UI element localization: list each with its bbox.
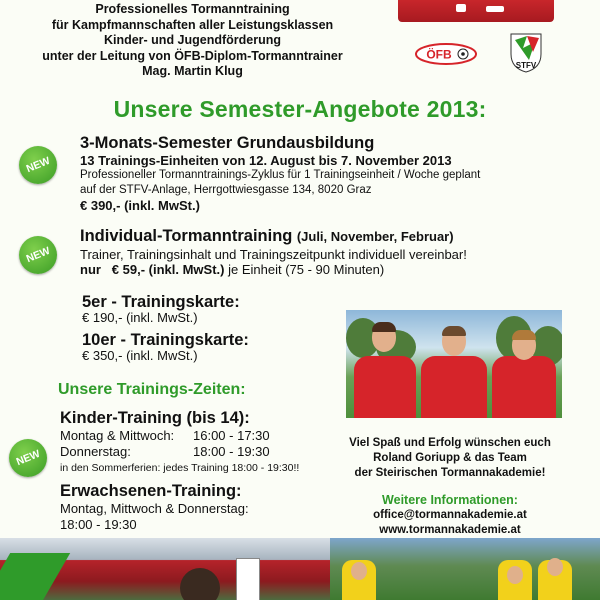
bottom-photo-stadium <box>0 538 330 600</box>
times-heading: Unsere Trainings-Zeiten: <box>58 381 246 398</box>
closing-text <box>330 436 570 538</box>
contact-website[interactable]: www.tormannakademie.at <box>379 524 521 536</box>
offer-title: Individual-Tormanntraining <box>80 227 293 245</box>
team-photo <box>346 310 562 418</box>
intro-text <box>0 2 385 80</box>
jersey-logo-icon <box>456 4 466 12</box>
contact-email[interactable]: office@tormannakademie.at <box>373 509 527 521</box>
page-title: Unsere Semester-Angebote 2013: <box>113 96 487 122</box>
stfv-logo-text: STFV <box>515 61 537 70</box>
stfv-logo <box>505 28 547 74</box>
card-title: 10er - Trainingskarte: <box>82 331 249 349</box>
header-photo <box>398 0 554 22</box>
closing-line: Roland Goriupp & das Team <box>373 452 527 464</box>
intro-line: Kinder- und Jugendförderung <box>103 33 282 47</box>
new-badge-label: NEW <box>14 447 42 469</box>
offer-price: € 59,- (inkl. MwSt.) <box>111 262 225 277</box>
offer-individual <box>80 226 595 277</box>
card-price: € 190,- (inkl. MwSt.) <box>82 310 198 325</box>
offer-subtitle: 13 Trainings-Einheiten von 12. August bis 7. November 2013 <box>80 153 452 168</box>
schedule-time: 18:00 - 19:30 <box>60 517 137 532</box>
schedule-day: Donnerstag: <box>60 443 131 459</box>
card-title: 5er - Trainingskarte: <box>82 293 240 311</box>
new-badge-label: NEW <box>24 244 52 266</box>
intro-line: Mag. Martin Klug <box>142 64 243 78</box>
new-badge-label: NEW <box>24 154 52 176</box>
training-cards <box>82 294 332 364</box>
adults-training-title: Erwachsenen-Training: <box>60 482 242 500</box>
new-badge <box>19 146 57 184</box>
oefb-logo <box>415 43 477 65</box>
offer-location: auf der STFV-Anlage, Herrgottwiesgasse 134, 8020 Graz <box>80 184 372 196</box>
closing-line: der Steirischen Tormannakademie! <box>354 467 546 479</box>
schedule-time: 18:00 - 19:30 <box>193 443 270 459</box>
intro-line: Professionelles Tormanntraining <box>95 2 290 16</box>
new-badge <box>9 439 47 477</box>
offer-description: Trainer, Trainingsinhalt und Trainingszeitpunkt individuell vereinbar! <box>80 247 467 262</box>
intro-line: unter der Leitung von ÖFB-Diplom-Tormanntrainer <box>42 48 343 63</box>
schedule-day: Montag & Mittwoch: <box>60 428 175 443</box>
offer-title-note: (Juli, November, Februar) <box>296 229 454 244</box>
adults-training <box>60 481 330 533</box>
price-prefix: nur <box>80 262 101 277</box>
info-heading: Weitere Informationen: <box>382 493 518 507</box>
jersey-sponsor-icon <box>486 6 504 12</box>
offer-description: Professioneller Tormanntrainings-Zyklus für 1 Trainingseinheit / Woche geplant <box>80 169 481 181</box>
kids-training <box>60 408 330 477</box>
card-price: € 350,- (inkl. MwSt.) <box>82 348 198 363</box>
summer-note: in den Sommerferien: jedes Training 18:00 - 19:30!! <box>60 462 300 474</box>
schedule-time: 16:00 - 17:30 <box>193 428 270 443</box>
offer-price: € 390,- (inkl. MwSt.) <box>80 198 200 213</box>
green-stripe <box>0 553 70 600</box>
intro-line: für Kampfmannschaften aller Leistungsklassen <box>51 17 334 32</box>
closing-line: Viel Spaß und Erfolg wünschen euch <box>349 437 551 449</box>
offer-title: 3-Monats-Semester Grundausbildung <box>80 134 375 152</box>
offer-semester <box>80 133 580 213</box>
kids-training-title: Kinder-Training (bis 14): <box>60 409 250 427</box>
schedule-day: Montag, Mittwoch & Donnerstag: <box>60 501 249 516</box>
new-badge <box>19 236 57 274</box>
oefb-logo-text: ÖFB <box>426 47 452 62</box>
bottom-photo-kids <box>330 538 600 600</box>
price-suffix: je Einheit (75 - 90 Minuten) <box>228 262 385 277</box>
